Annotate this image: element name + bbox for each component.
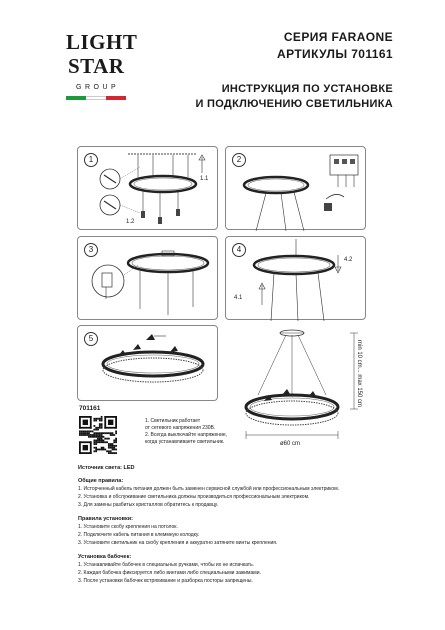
section-line: 1. Устанавливайте бабочек в специальных ручками, чтобы их не испачкать.: [78, 562, 255, 568]
section-line: 3. После установки бабочек встряхивание и разборка посторы запрещены.: [78, 578, 253, 584]
instruction-title-line1: ИНСТРУКЦИЯ ПО УСТАНОВКЕ: [221, 83, 393, 95]
series-title: СЕРИЯ FARAONE: [283, 30, 393, 44]
logo-word-star: STAR: [68, 54, 125, 78]
section-title: Установка бабочек:: [78, 554, 132, 560]
label-4-1: 4.1: [234, 295, 243, 301]
logo-word-light: LIGHT: [66, 30, 138, 54]
chandelier-dimension-drawing: [230, 325, 370, 455]
step-1-panel: [77, 146, 218, 230]
label-1-2: 1.2: [126, 219, 135, 225]
step-4-panel: [225, 236, 366, 320]
section-line: 2. Каждая бабочка фиксируется либо винтами либо специальными зажимами.: [78, 570, 261, 576]
section-title: Правила установки:: [78, 516, 133, 522]
document-header: [277, 30, 393, 62]
step-2-panel: [225, 146, 366, 230]
flag-green-stripe: [66, 96, 86, 100]
section-line: 2. Подключите кабель питания в клеммную колодку.: [78, 532, 200, 538]
section-general-rules: [78, 477, 368, 509]
flag-red-stripe: [106, 96, 126, 100]
brand-logo: [66, 26, 138, 116]
diameter-dimension-label: ø60 cm: [280, 441, 301, 447]
step-2-illustration: [226, 147, 367, 231]
article-number: 701161: [79, 405, 101, 412]
light-source: Источник света: LED: [78, 465, 135, 471]
step-number: 1: [84, 153, 98, 167]
note-line: когда устанавливаете светильник.: [145, 439, 225, 445]
section-line: 3. Для замены разбитых кристаллов обратитесь к продавцу.: [78, 502, 219, 508]
step-3-illustration: [78, 237, 219, 321]
logo-flag-stripe: [66, 96, 126, 100]
note-line: 2. Всегда выключайте напряжение,: [145, 432, 228, 438]
section-line: 1. Установите скобу крепления на потолок.: [78, 524, 178, 530]
step-number: 4: [232, 243, 246, 257]
section-line: 1. Исторченный кабель питания должен быть заменен сервисной службой или профессиональным электриком.: [78, 486, 340, 492]
section-butterfly-install: [78, 553, 368, 585]
flag-white-stripe: [86, 96, 106, 100]
step-3-panel: [77, 236, 218, 320]
step-number: 2: [232, 153, 246, 167]
section-installation-rules: [78, 515, 368, 547]
label-4-2: 4.2: [344, 257, 353, 263]
step-number: 5: [84, 332, 98, 346]
step-5-panel: [77, 325, 218, 401]
step-number: 3: [84, 243, 98, 257]
instruction-text: [78, 465, 368, 591]
section-line: 2. Установка и обслуживание светильника должны производиться профессиональным электриком.: [78, 494, 310, 500]
step-5-illustration: [78, 326, 219, 402]
logo-word-group: GROUP: [76, 84, 120, 91]
instruction-title-line2: И ПОДКЛЮЧЕНИЮ СВЕТИЛЬНИКА: [195, 98, 393, 110]
instruction-title: [195, 82, 393, 112]
article-title: АРТИКУЛЫ 701161: [277, 47, 393, 61]
label-1-1: 1.1: [200, 176, 209, 182]
step-4-illustration: [226, 237, 367, 321]
article-qr-block: [79, 405, 139, 459]
section-line: 3. Установите светильник на скобу крепления и аккуратно затяните винты крепления.: [78, 540, 278, 546]
qr-code-icon[interactable]: [79, 416, 117, 454]
note-line: 1. Светильник работает: [145, 418, 201, 424]
safety-notes: [145, 418, 245, 446]
step-1-illustration: [78, 147, 219, 231]
height-dimension-label: min 10 cm... max 150 cm: [356, 340, 362, 408]
note-line: от сетевого напряжения 230В.: [145, 425, 216, 431]
section-title: Общие правила:: [78, 478, 124, 484]
